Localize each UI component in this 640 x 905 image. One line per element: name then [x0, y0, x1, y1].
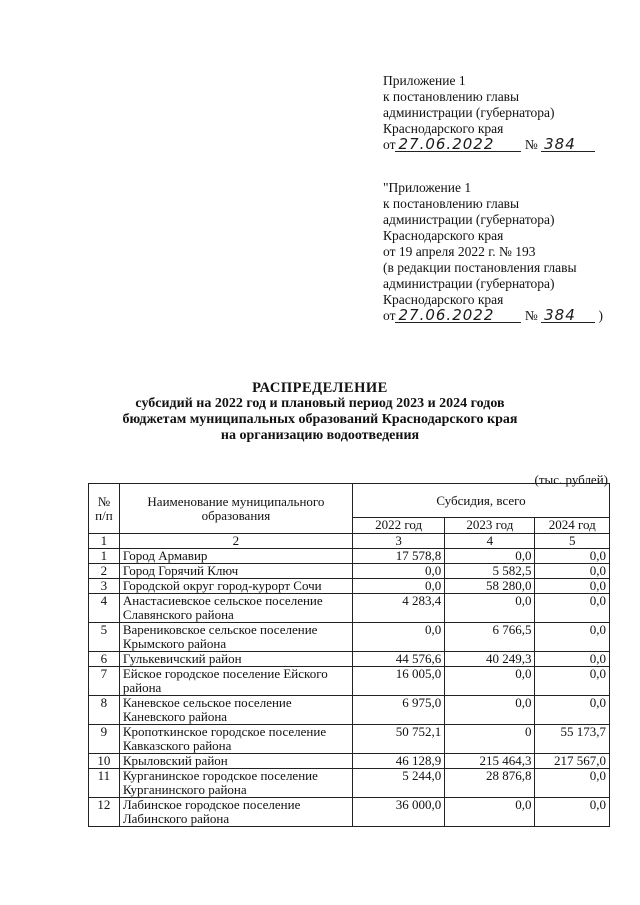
table-row: [89, 725, 610, 754]
quoted-appendix-header: [383, 180, 603, 324]
row-number: 9: [89, 725, 120, 754]
index-cell: 4: [445, 534, 535, 549]
table-row: [89, 549, 610, 564]
row-value-2024: 0,0: [535, 594, 610, 623]
index-cell: 2: [119, 534, 352, 549]
table-index-row: [89, 534, 610, 549]
row-number: 11: [89, 769, 120, 798]
row-value-2022: 4 283,4: [353, 594, 445, 623]
quoted-line-4: Краснодарского края: [383, 228, 504, 243]
appendix-line-1: Приложение 1: [383, 73, 466, 88]
row-value-2023: 5 582,5: [445, 564, 535, 579]
table-row: [89, 652, 610, 667]
appendix-line-2: к постановлению главы: [383, 89, 520, 104]
row-value-2023: 0,0: [445, 798, 535, 827]
table-header-row: [89, 484, 610, 518]
row-value-2024: 0,0: [535, 564, 610, 579]
row-value-2024: 0,0: [535, 696, 610, 725]
row-value-2022: 6 975,0: [353, 696, 445, 725]
handwritten-date: 27.06.2022: [395, 308, 521, 323]
table-body: [89, 549, 610, 827]
table-row: [89, 564, 610, 579]
table-row: [89, 696, 610, 725]
table-row: [89, 754, 610, 769]
row-value-2023: 28 876,8: [445, 769, 535, 798]
header-year-2024: 2024 год: [535, 518, 610, 534]
quoted-line-8: Краснодарского края: [383, 292, 504, 307]
handwritten-number: 384: [541, 308, 595, 323]
row-value-2022: 46 128,9: [353, 754, 445, 769]
row-value-2022: 36 000,0: [353, 798, 445, 827]
row-value-2022: 17 578,8: [353, 549, 445, 564]
row-name: Город Армавир: [119, 549, 352, 564]
row-number: 12: [89, 798, 120, 827]
row-value-2023: 0,0: [445, 667, 535, 696]
row-number: 10: [89, 754, 120, 769]
appendix-date-line: [383, 137, 595, 153]
header-year-2023: 2023 год: [445, 518, 535, 534]
quoted-line-1: "Приложение 1: [383, 180, 472, 195]
row-value-2023: 58 280,0: [445, 579, 535, 594]
title-line-3: бюджетам муниципальных образований Краснодарского края: [122, 412, 518, 427]
quoted-line-2: к постановлению главы: [383, 196, 520, 211]
number-sign: №: [524, 137, 538, 152]
row-name: Кропоткинское городское поселение Кавказского района: [119, 725, 352, 754]
row-number: 8: [89, 696, 120, 725]
row-name: Курганинское городское поселение Курганинского района: [119, 769, 352, 798]
row-name: Варениковское сельское поселение Крымского района: [119, 623, 352, 652]
handwritten-number: 384: [541, 137, 595, 152]
row-name: Город Горячий Ключ: [119, 564, 352, 579]
table-row: [89, 798, 610, 827]
row-value-2024: 55 173,7: [535, 725, 610, 754]
row-value-2024: 0,0: [535, 549, 610, 564]
header-number: № п/п: [89, 484, 120, 534]
header-subsidy: Субсидия, всего: [353, 484, 610, 518]
row-value-2022: 16 005,0: [353, 667, 445, 696]
document-title: [0, 380, 640, 444]
quoted-date-line: [383, 308, 603, 324]
row-value-2024: 0,0: [535, 798, 610, 827]
appendix-line-3: администрации (губернатора): [383, 105, 555, 120]
table-row: [89, 579, 610, 594]
title-line-2: субсидий на 2022 год и плановый период 2023 и 2024 годов: [135, 396, 505, 411]
row-value-2024: 0,0: [535, 623, 610, 652]
table-row: [89, 594, 610, 623]
table-row: [89, 623, 610, 652]
row-number: 2: [89, 564, 120, 579]
quoted-line-5: от 19 апреля 2022 г. № 193: [383, 244, 536, 259]
quoted-line-7: администрации (губернатора): [383, 276, 555, 291]
from-prefix: от: [383, 308, 396, 323]
row-name: Гулькевичский район: [119, 652, 352, 667]
row-value-2022: 44 576,6: [353, 652, 445, 667]
quoted-line-6: (в редакции постановления главы: [383, 260, 577, 275]
row-value-2023: 6 766,5: [445, 623, 535, 652]
table-row: [89, 769, 610, 798]
row-name: Городской округ город-курорт Сочи: [119, 579, 352, 594]
units-label: (тыс. рублей): [534, 472, 608, 487]
row-value-2024: 0,0: [535, 579, 610, 594]
quoted-line-3: администрации (губернатора): [383, 212, 555, 227]
row-value-2022: 50 752,1: [353, 725, 445, 754]
row-value-2023: 40 249,3: [445, 652, 535, 667]
row-value-2022: 5 244,0: [353, 769, 445, 798]
row-name: Каневское сельское поселение Каневского района: [119, 696, 352, 725]
appendix-line-4: Краснодарского края: [383, 121, 504, 136]
row-number: 7: [89, 667, 120, 696]
row-number: 1: [89, 549, 120, 564]
row-value-2022: 0,0: [353, 579, 445, 594]
row-number: 4: [89, 594, 120, 623]
row-value-2023: 0,0: [445, 549, 535, 564]
title-line-1: РАСПРЕДЕЛЕНИЕ: [252, 380, 388, 396]
number-sign: №: [524, 308, 538, 323]
row-value-2024: 0,0: [535, 769, 610, 798]
header-year-2022: 2022 год: [353, 518, 445, 534]
row-value-2024: 217 567,0: [535, 754, 610, 769]
row-name: Ейское городское поселение Ейского района: [119, 667, 352, 696]
distribution-table: [88, 483, 610, 827]
from-prefix: от: [383, 137, 396, 152]
row-value-2024: 0,0: [535, 652, 610, 667]
row-value-2023: 215 464,3: [445, 754, 535, 769]
row-number: 6: [89, 652, 120, 667]
title-line-4: на организацию водоотведения: [220, 428, 420, 443]
row-name: Анастасиевское сельское поселение Славянского района: [119, 594, 352, 623]
header-name: Наименование муниципального образования: [119, 484, 352, 534]
row-value-2022: 0,0: [353, 623, 445, 652]
index-cell: 3: [353, 534, 445, 549]
appendix-header: [383, 73, 595, 153]
row-value-2023: 0: [445, 725, 535, 754]
row-name: Крыловский район: [119, 754, 352, 769]
row-number: 5: [89, 623, 120, 652]
index-cell: 5: [535, 534, 610, 549]
row-value-2023: 0,0: [445, 594, 535, 623]
handwritten-date: 27.06.2022: [395, 137, 521, 152]
index-cell: 1: [89, 534, 120, 549]
row-number: 3: [89, 579, 120, 594]
table-row: [89, 667, 610, 696]
row-value-2022: 0,0: [353, 564, 445, 579]
row-value-2023: 0,0: [445, 696, 535, 725]
row-name: Лабинское городское поселение Лабинского района: [119, 798, 352, 827]
row-value-2024: 0,0: [535, 667, 610, 696]
closing-paren: ): [598, 308, 603, 323]
